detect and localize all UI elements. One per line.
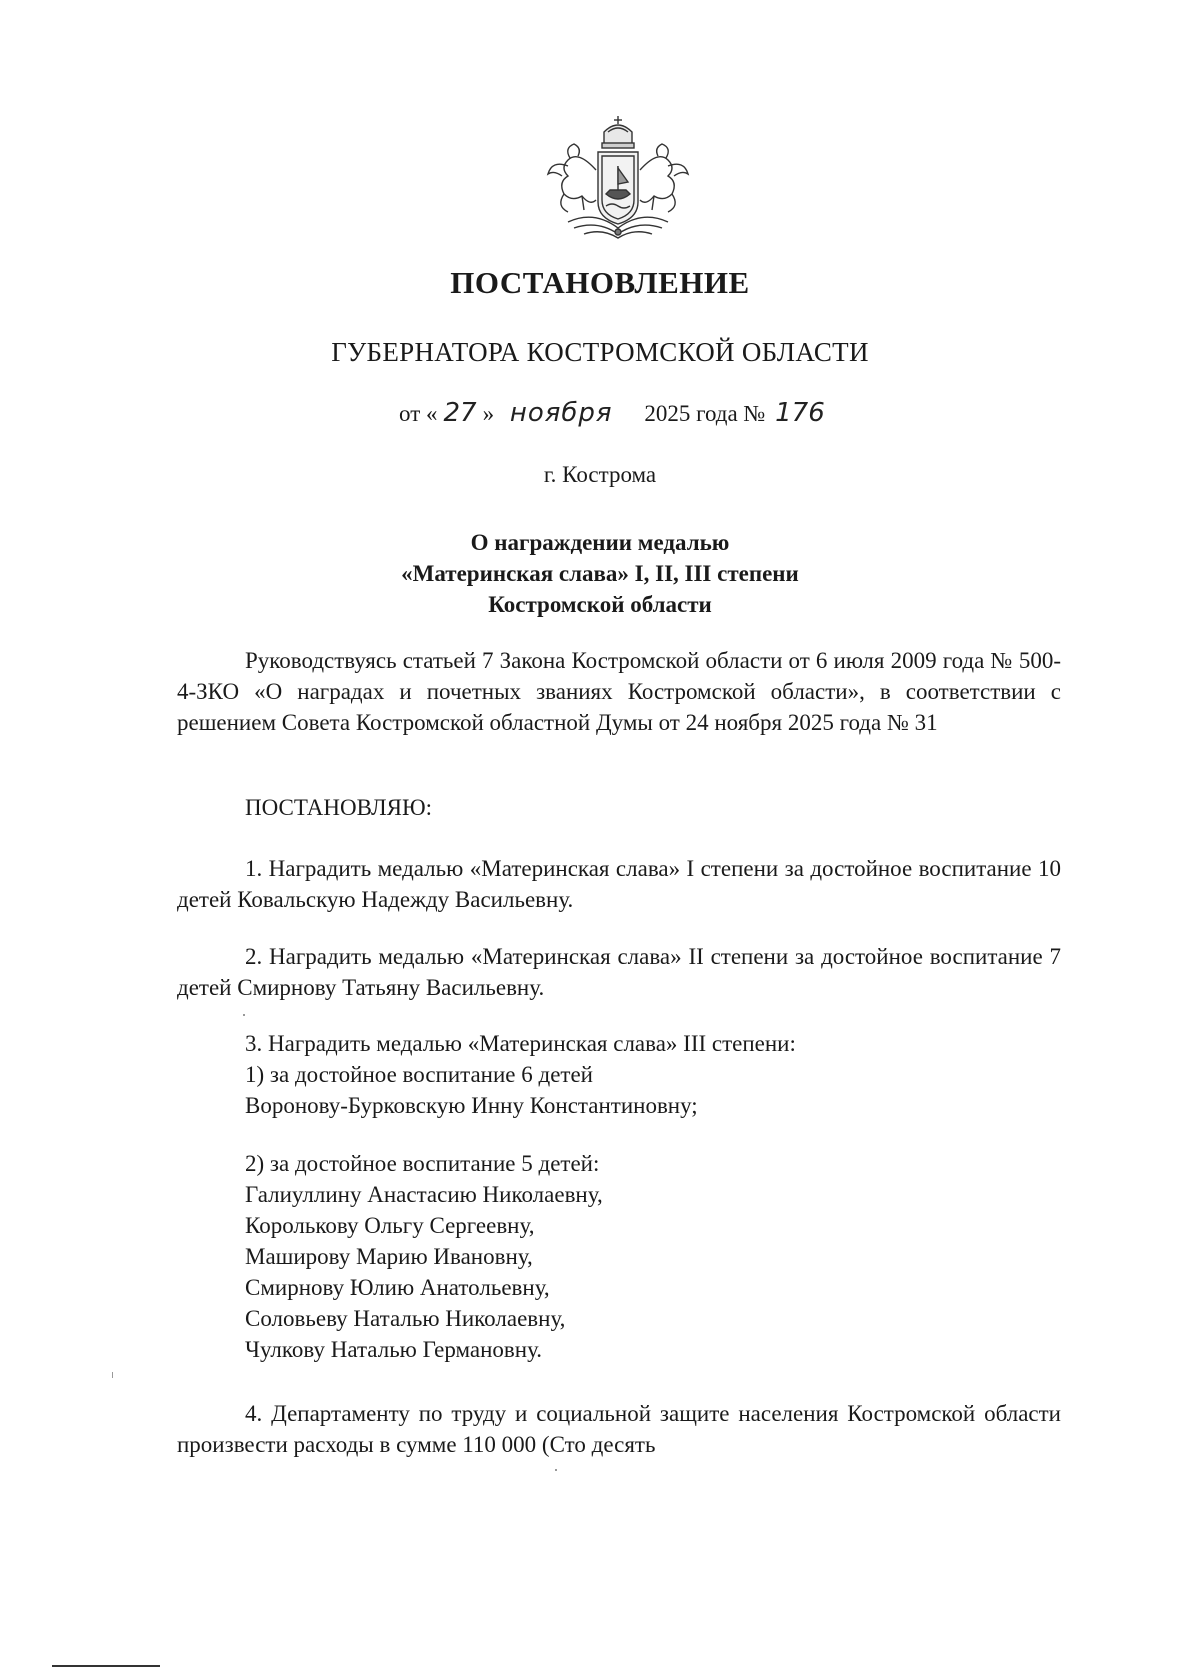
handwritten-number: 176 bbox=[775, 398, 825, 428]
item-3-heading: 3. Наградить медалью «Материнская слава» III степени: bbox=[245, 1031, 796, 1056]
item-1-paragraph: 1. Наградить медалью «Материнская слава» I степени за достойное воспитание 10 детей Ковальскую Надежду Васильевну. bbox=[177, 856, 1061, 912]
scan-speck bbox=[243, 1014, 245, 1016]
city-line: г. Кострома bbox=[543, 462, 657, 487]
document-date-line bbox=[399, 398, 825, 428]
awardee-name: Королькову Ольгу Сергеевну, bbox=[245, 1213, 535, 1238]
kostroma-coat-of-arms-icon bbox=[538, 110, 698, 242]
subject-line-3: Костромской области bbox=[488, 592, 712, 617]
awardee-name: Чулкову Наталью Германовну. bbox=[245, 1337, 543, 1362]
decree-word: ПОСТАНОВЛЯЮ: bbox=[245, 795, 433, 820]
subject-line-2: «Материнская слава» I, II, III степени bbox=[401, 561, 799, 586]
handwritten-month: ноября bbox=[509, 398, 613, 428]
awardee-name: Воронову-Бурковскую Инну Константиновну; bbox=[245, 1093, 698, 1118]
item-3-sub2-heading: 2) за достойное воспитание 5 детей: bbox=[245, 1151, 600, 1176]
awardee-name: Маширову Марию Ивановну, bbox=[245, 1244, 533, 1269]
item-4-paragraph: 4. Департаменту по труду и социальной защите населения Костромской области произвести расходы в сумме 110 000 (Сто десять bbox=[177, 1401, 1061, 1457]
date-mid: » bbox=[482, 401, 495, 426]
issuing-authority: ГУБЕРНАТОРА КОСТРОМСКОЙ ОБЛАСТИ bbox=[331, 337, 869, 367]
item-3-sub1-heading: 1) за достойное воспитание 6 детей bbox=[245, 1062, 593, 1087]
awardee-name: Смирнову Юлию Анатольевну, bbox=[245, 1275, 550, 1300]
document-type-heading: ПОСТАНОВЛЕНИЕ bbox=[450, 265, 750, 300]
preamble-paragraph: Руководствуясь статьей 7 Закона Костромской области от 6 июля 2009 года № 500-4-ЗКО «О наградах и почетных званиях Костромской области», в соответствии с решением Совета Костромской областной Думы от 24 ноября 2025 года № 31 bbox=[177, 648, 1061, 735]
footnote-separator bbox=[52, 1665, 160, 1667]
date-prefix: от « bbox=[399, 401, 438, 426]
subject-line-1: О награждении медалью bbox=[470, 530, 730, 555]
document-subject bbox=[0, 527, 1200, 620]
awardee-name: Соловьеву Наталью Николаевну, bbox=[245, 1306, 566, 1331]
handwritten-day: 27 bbox=[443, 398, 477, 428]
date-year-text: 2025 года № bbox=[644, 401, 766, 426]
awardee-name: Галиуллину Анастасию Николаевну, bbox=[245, 1182, 603, 1207]
scan-speck bbox=[112, 1372, 113, 1378]
scan-speck bbox=[555, 1469, 557, 1471]
item-2-paragraph: 2. Наградить медалью «Материнская слава» II степени за достойное воспитание 7 детей Смирнову Татьяну Васильевну. bbox=[177, 944, 1061, 1000]
